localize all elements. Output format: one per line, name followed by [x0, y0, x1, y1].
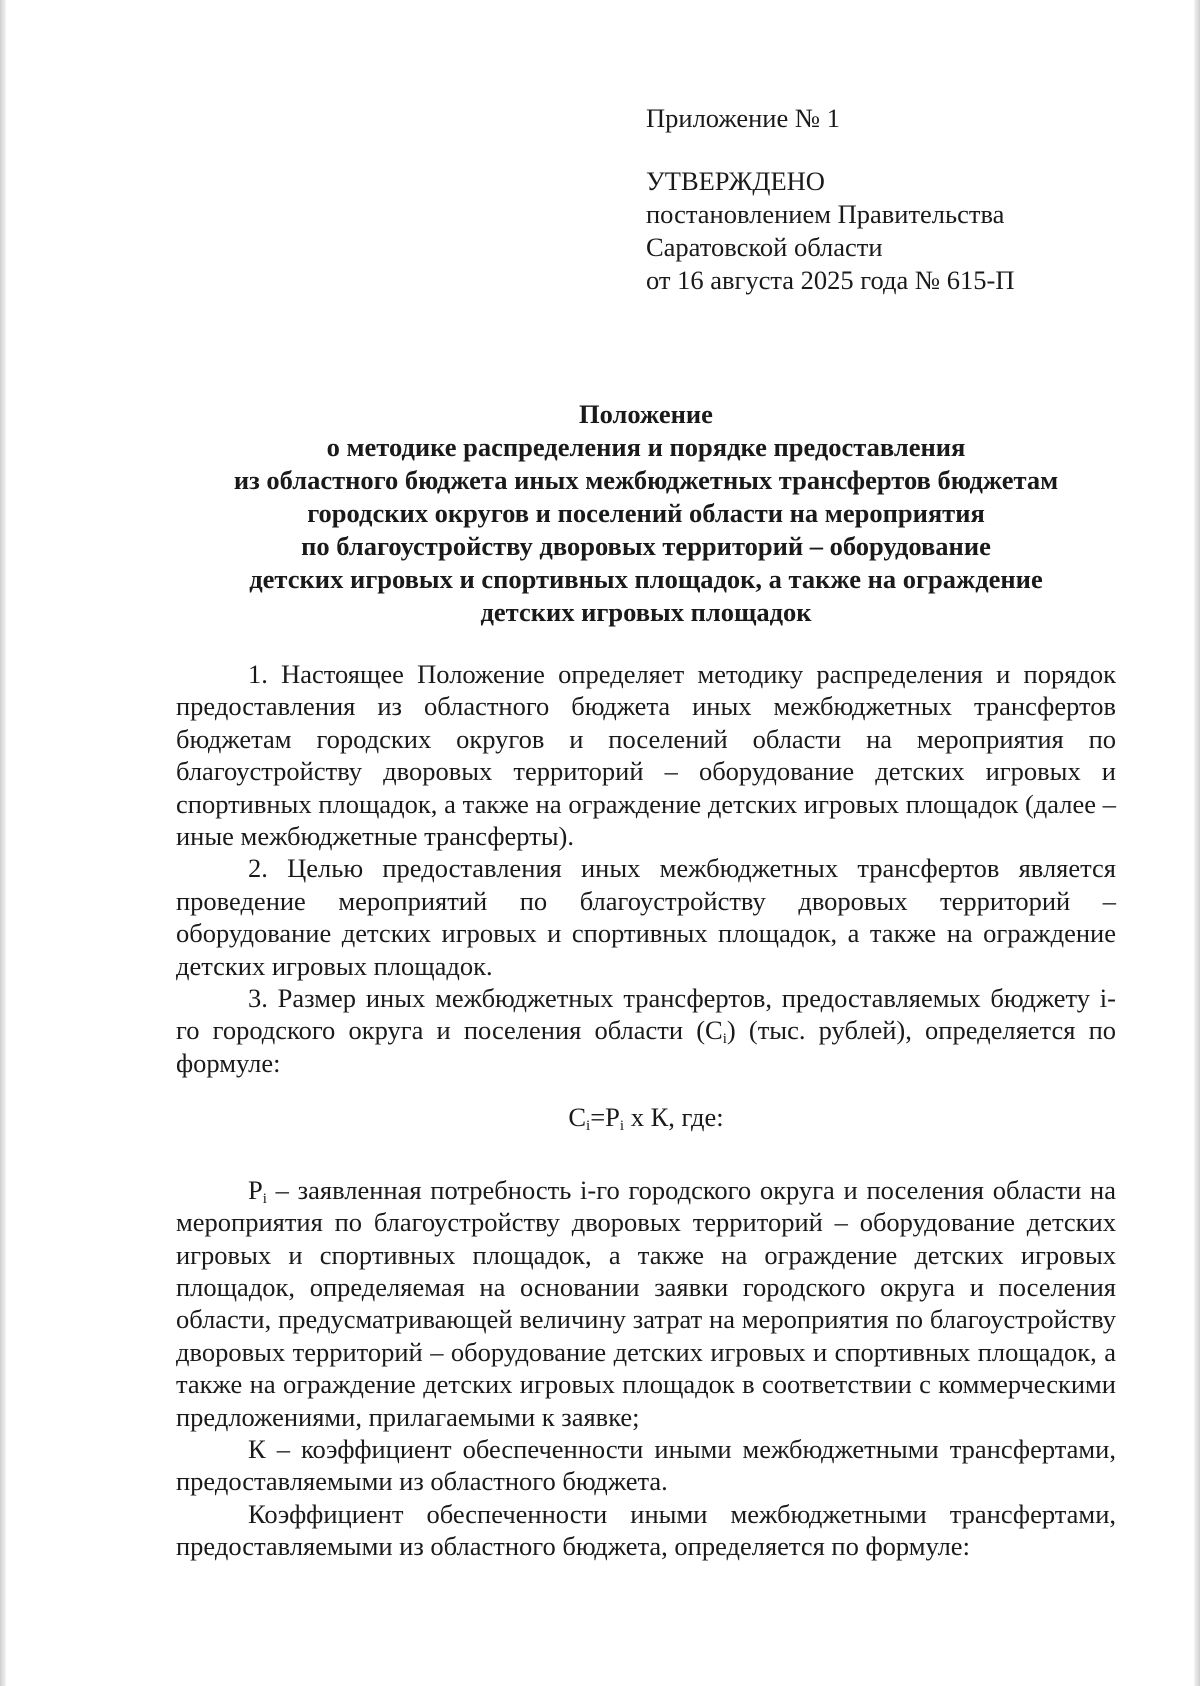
title-line-5: по благоустройству дворовых территорий – оборудование [301, 531, 991, 561]
formula-p-subscript: i [619, 1118, 625, 1135]
document-title [176, 398, 1116, 629]
paragraph-3 [176, 982, 1116, 1079]
pi-subscript: i [262, 1190, 267, 1207]
scan-edge-right [1194, 0, 1200, 1686]
title-line-1: Положение [579, 399, 713, 429]
paragraph-pi-definition [176, 1174, 1116, 1433]
document-body [176, 658, 1116, 1563]
title-line-4: городских округов и поселений области на мероприятия [307, 498, 985, 528]
paragraph-2: 2. Целью предоставления иных межбюджетных трансфертов является проведение мероприятий по благоустройству дворовых территорий – оборудование детских игровых и спортивных площадок, а также на ограждение детских игровых площадок. [176, 853, 1116, 981]
formula-equals: =Р [590, 1102, 620, 1133]
scan-edge-left [0, 0, 6, 1686]
paragraph-k-definition: К – коэффициент обеспеченности иными межбюджетными трансфертами, предоставляемыми из областного бюджета. [176, 1433, 1116, 1497]
formula-c: С [568, 1102, 587, 1133]
subscript-i: i [722, 1031, 727, 1048]
formula-c-subscript: i [586, 1118, 591, 1135]
title-line-2: о методике распределения и порядке предоставления [326, 432, 966, 462]
paragraph-3-end: ) (тыс. рублей), определяется по формуле: [176, 1015, 1116, 1078]
paragraph-3-start: 3. Размер иных межбюджетных трансфертов, предоставляемых бюджету i-го городского округа и поселения области (С [176, 983, 1116, 1046]
pi-letter: Р [248, 1174, 263, 1205]
approval-block [646, 102, 1015, 297]
paragraph-1: 1. Настоящее Положение определяет методику распределения и порядок предоставления из областного бюджета иных межбюджетных трансфертов бюджетам городских округов и поселений области на мероприятия по благоустройству дворовых территорий – оборудование детских игровых и спортивных площадок, а также на ограждение детских игровых площадок (далее – иные межбюджетные трансферты). [176, 659, 1116, 852]
pi-definition-text: – заявленная потребность i-го городского округа и поселения области на мероприятия по благоустройству дворовых территорий – оборудование детских игровых и спортивных площадок, а также на ограждение детских игровых площадок, определяемая на основании заявки городского округа и поселения области, предусматривающей величину затрат на мероприятия по благоустройству дворовых территорий – оборудование детских игровых и спортивных площадок, а также на ограждение детских игровых площадок в соответствии с коммерческими предложениями, прилагаемыми к заявке; [176, 1174, 1116, 1432]
formula [176, 1101, 1116, 1133]
title-line-3: из областного бюджета иных межбюджетных трансфертов бюджетам [233, 465, 1059, 495]
annex-label: Приложение № 1 [646, 103, 841, 133]
approved-label: УТВЕРЖДЕНО [646, 166, 825, 196]
formula-rest: х К, где: [624, 1102, 724, 1133]
title-line-7: детских игровых площадок [480, 597, 812, 627]
title-line-6: детских игровых и спортивных площадок, а также на ограждение [249, 564, 1043, 594]
approval-line-1: постановлением Правительства [646, 199, 1005, 229]
approval-line-2: Саратовской области [646, 232, 883, 262]
paragraph-k-formula-intro: Коэффициент обеспеченности иными межбюджетными трансфертами, предоставляемыми из областного бюджета, определяется по формуле: [176, 1498, 1116, 1562]
approval-line-3: от 16 августа 2025 года № 615-П [646, 265, 1015, 295]
